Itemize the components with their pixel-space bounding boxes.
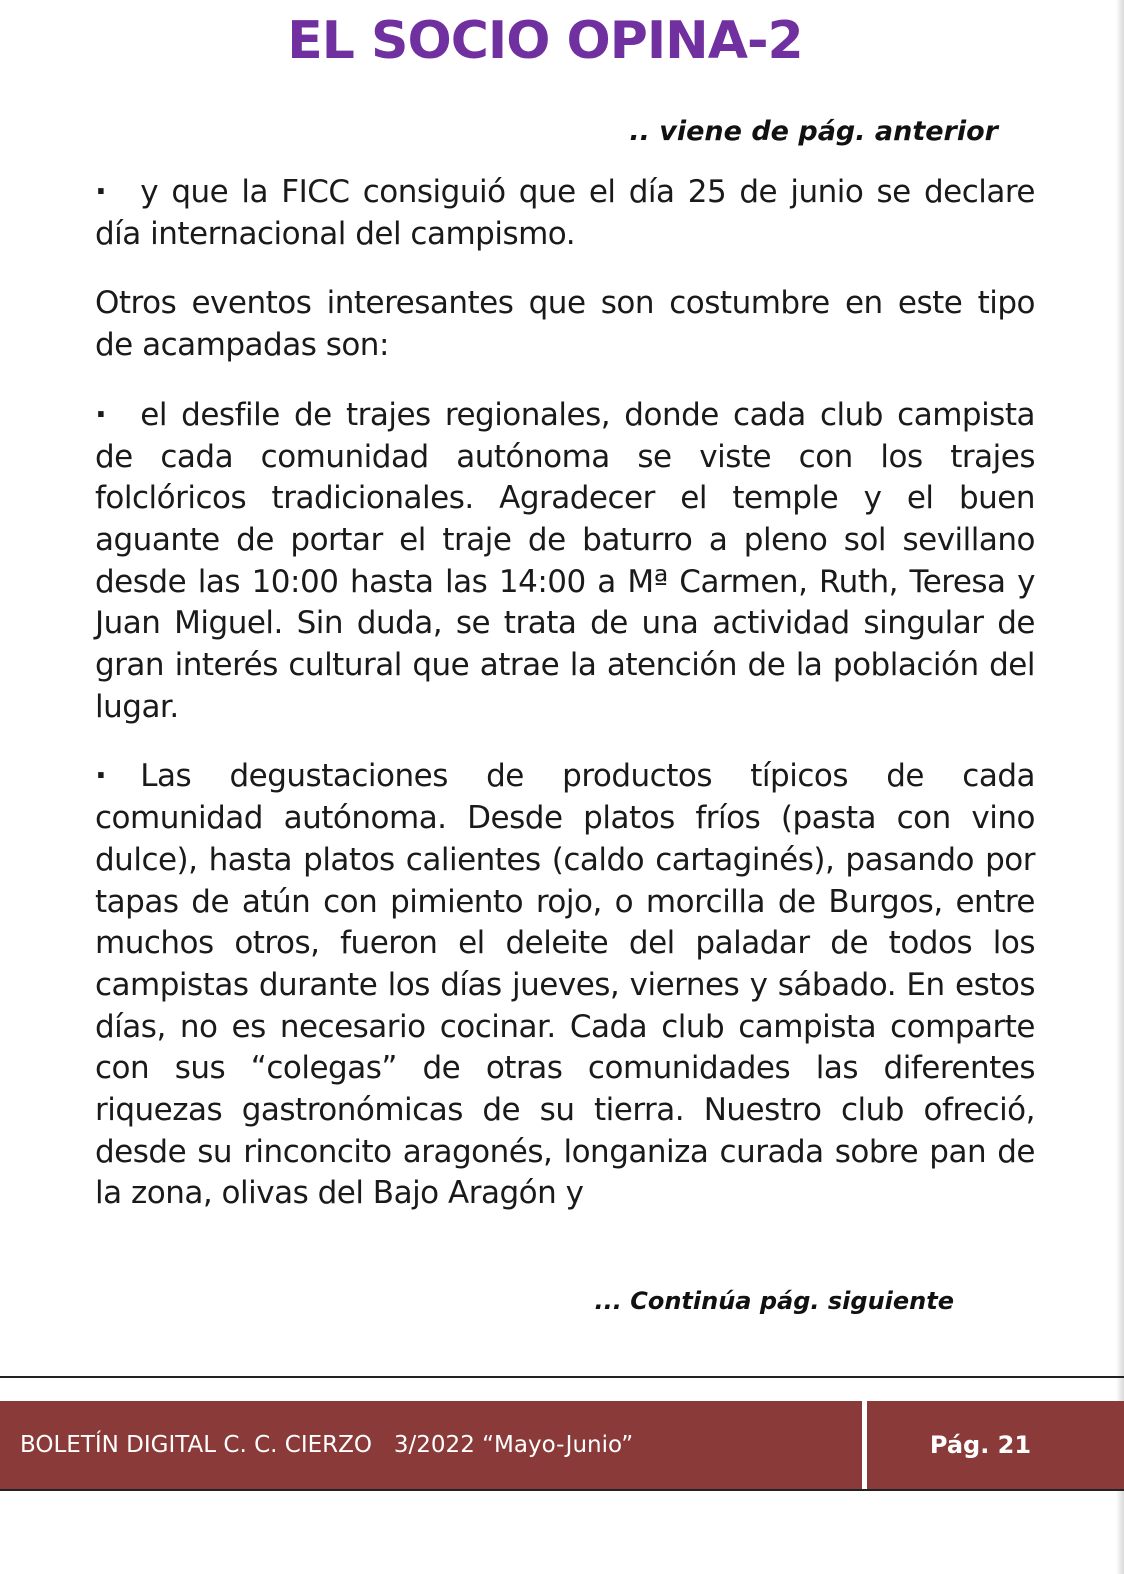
bullet-marker: · bbox=[95, 396, 107, 433]
article-body bbox=[95, 172, 1035, 1243]
paragraph-tastings bbox=[95, 756, 1035, 1215]
page-edge-shadow bbox=[1116, 0, 1124, 1574]
paragraph-text: Otros eventos interesantes que son costumbre en este tipo de acampadas son: bbox=[95, 285, 1035, 364]
paragraph-ficc-day bbox=[95, 172, 1035, 255]
paragraph-text: el desfile de trajes regionales, donde cada club campista de cada comunidad autónoma se viste con los trajes folclóricos tradicionales. Agradecer el temple y el buen aguante de portar el traje de baturro a pleno sol sevillano desde las 10:00 hasta las 14:00 a Mª Carmen, Ruth, Teresa y Juan Miguel. Sin duda, se trata de una actividad singular de gran interés cultural que atrae la atención de la población del lugar. bbox=[95, 396, 1035, 725]
continues-next-page-note: ... Continúa pág. siguiente bbox=[594, 1287, 954, 1315]
paragraph-other-events bbox=[95, 283, 1035, 366]
footer-top-rule bbox=[0, 1376, 1124, 1378]
bullet-marker: · bbox=[95, 758, 107, 795]
continued-from-previous-note: .. viene de pág. anterior bbox=[629, 116, 998, 147]
paragraph-text: Las degustaciones de productos típicos de cada comunidad autónoma. Desde platos fríos (pasta con vino dulce), hasta platos calientes (caldo cartaginés), pasando por tapas de atún con pimiento rojo, o morcilla de Burgos, entre muchos otros, fueron el deleite del paladar de todos los campistas durante los días jueves, viernes y sábado. En estos días, no es necesario cocinar. Cada club campista comparte con sus “colegas” de otras comunidades las diferentes riquezas gastronómicas de su tierra. Nuestro club ofreció, desde su rinconcito aragonés, longaniza curada sobre pan de la zona, olivas del Bajo Aragón y bbox=[95, 758, 1035, 1212]
footer-page-number: Pág. 21 bbox=[929, 1431, 1032, 1459]
footer-bottom-rule bbox=[0, 1489, 1124, 1491]
footer-publication-label: BOLETÍN DIGITAL C. C. CIERZO 3/2022 “Mayo-Junio” bbox=[20, 1432, 634, 1458]
footer-bar bbox=[0, 1401, 1124, 1489]
page-title: EL SOCIO OPINA-2 bbox=[287, 11, 803, 71]
bullet-marker: · bbox=[95, 174, 107, 210]
paragraph-text: y que la FICC consiguió que el día 25 de junio se declare día internacional del campismo. bbox=[95, 174, 1035, 252]
paragraph-regional-costumes bbox=[95, 395, 1035, 729]
